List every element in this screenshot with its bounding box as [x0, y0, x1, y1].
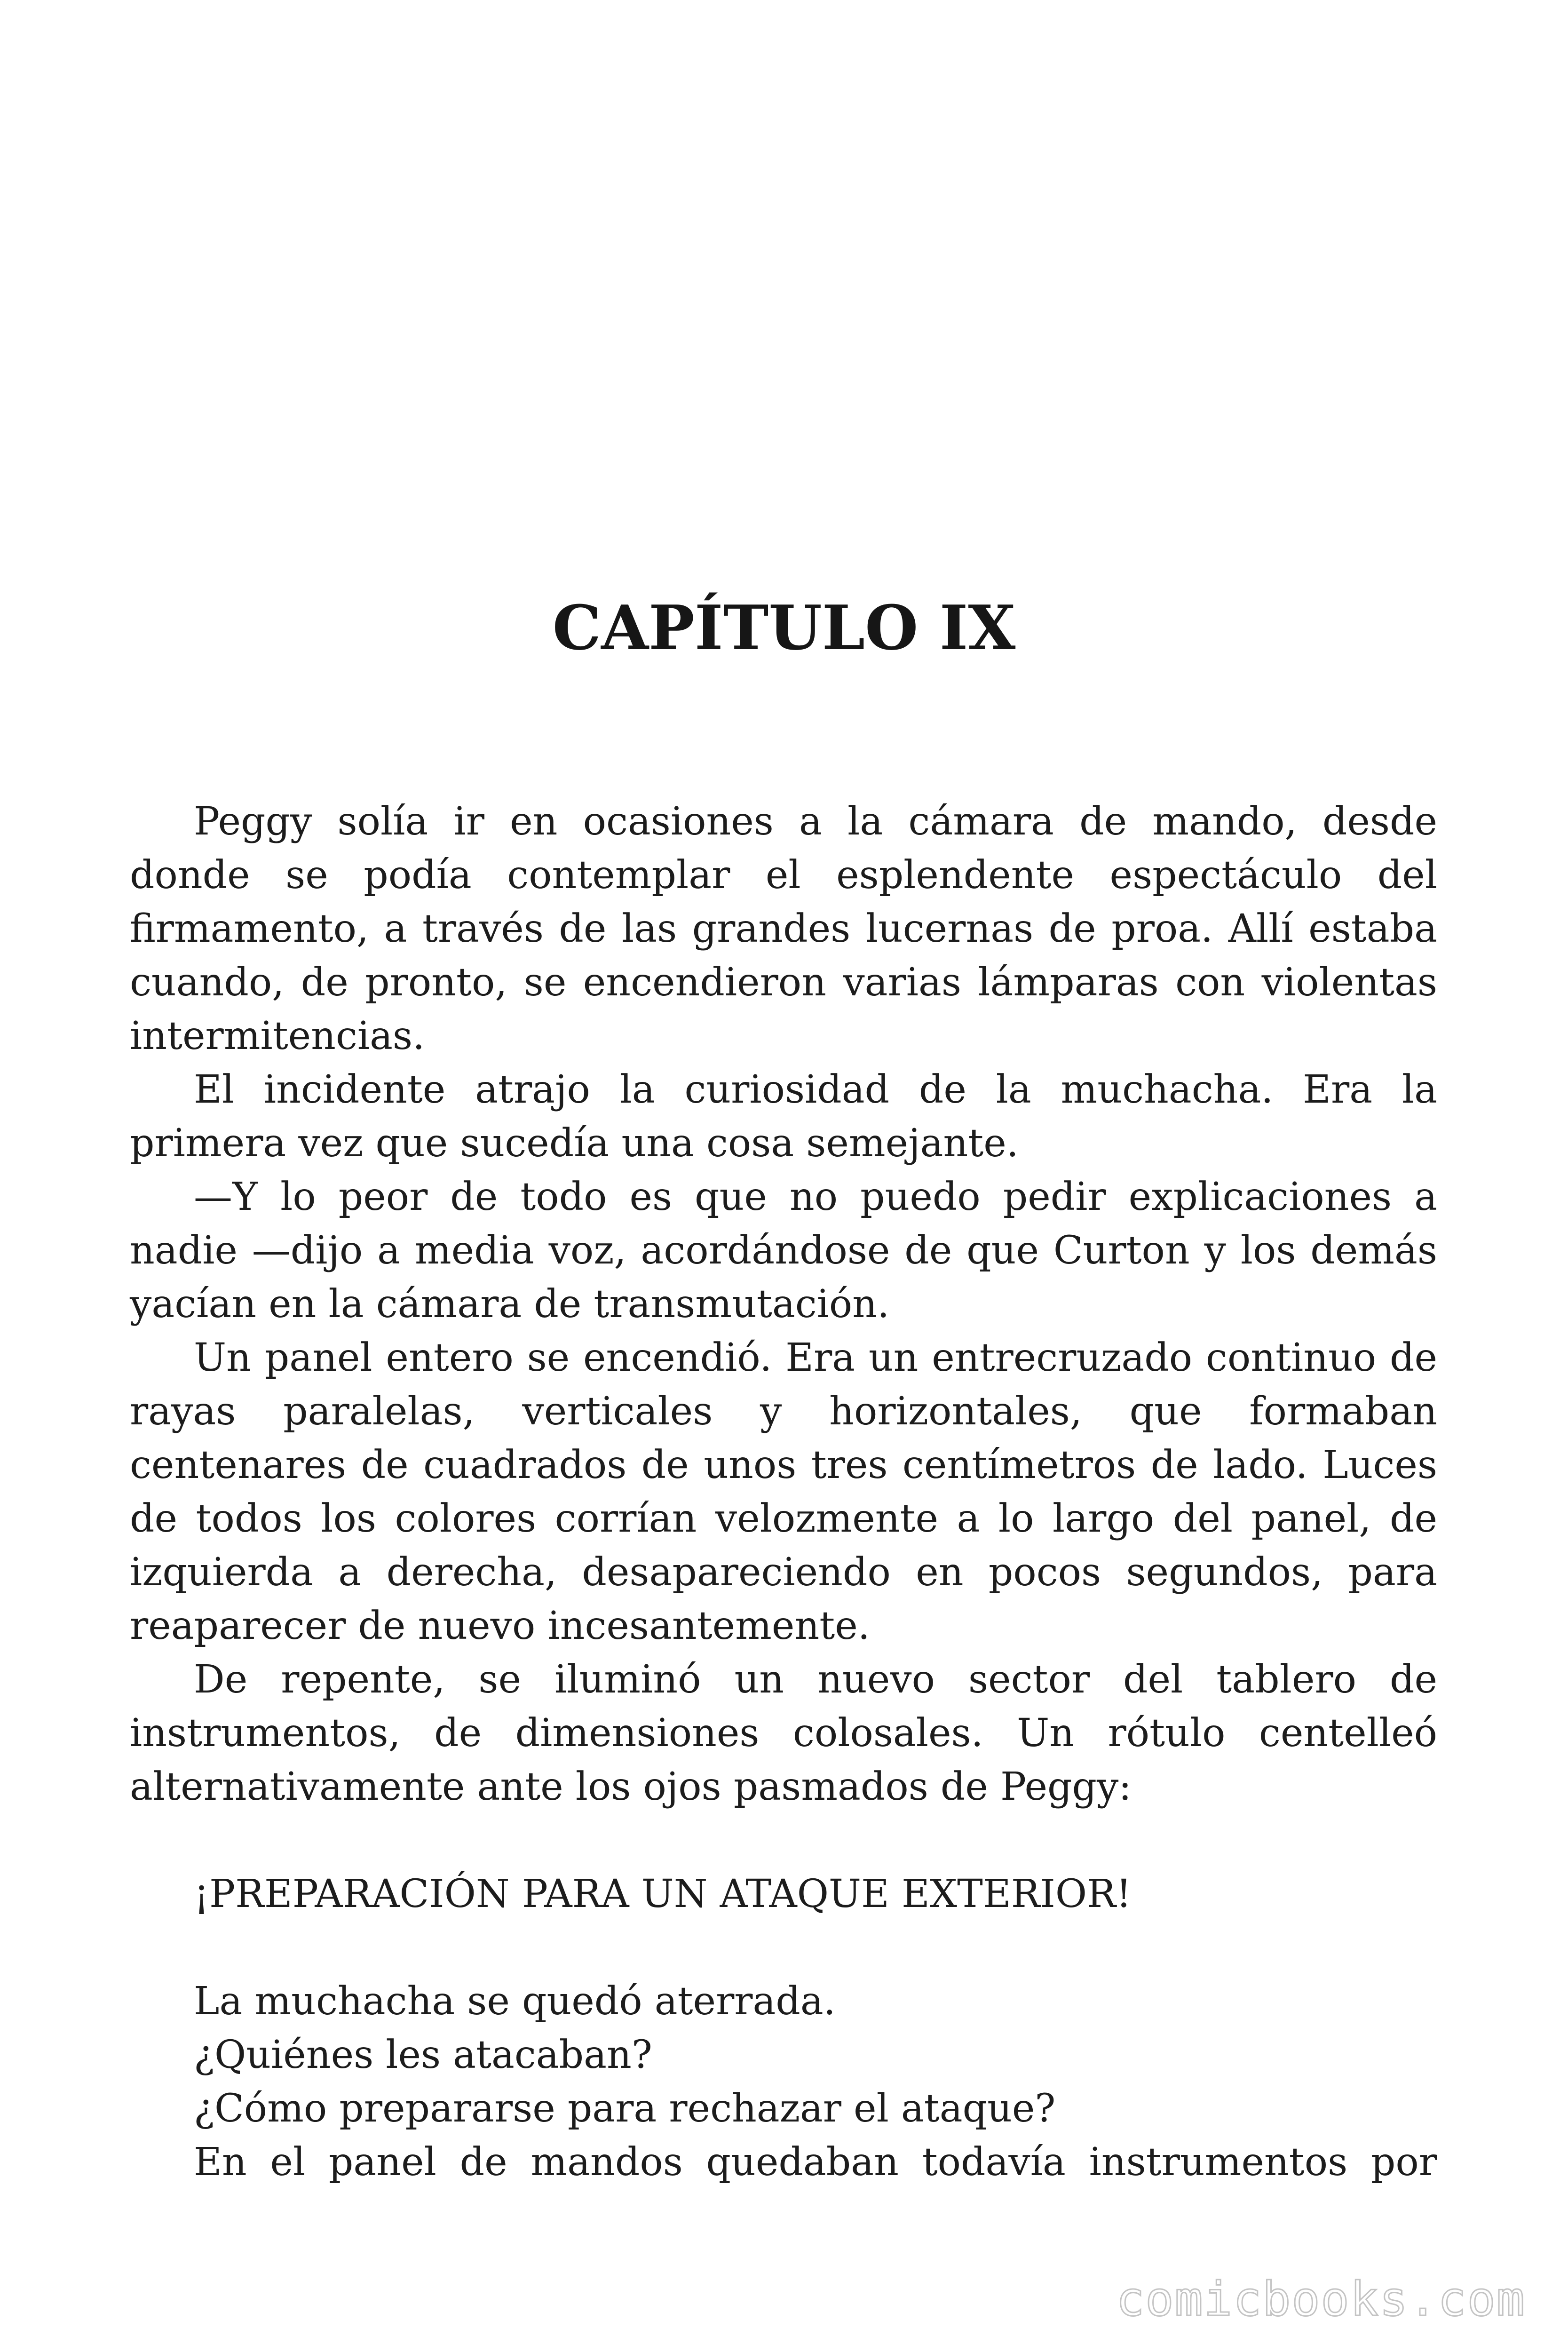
- paragraph: El incidente atrajo la curiosidad de la muchacha. Era la primera vez que sucedía una cosa semejante.: [130, 1067, 1437, 1166]
- chapter-body: [130, 795, 1437, 2189]
- paragraph: —Y lo peor de todo es que no puedo pedir explicaciones a nadie —dijo a media voz, acordándose de que Curton y los demás yacían en la cámara de transmutación.: [130, 1175, 1437, 1327]
- paragraph: Peggy solía ir en ocasiones a la cámara de mando, desde donde se podía contemplar el esplendente espectáculo del firmamento, a través de las grandes lucernas de proa. Allí estaba cuando, de pronto, se encendieron varias lámparas con violentas intermitencias.: [130, 799, 1437, 1058]
- watermark: comicbooks.com: [1116, 2272, 1526, 2327]
- sign-text: ¡PREPARACIÓN PARA UN ATAQUE EXTERIOR!: [194, 1872, 1132, 1916]
- paragraph: En el panel de mandos quedaban todavía instrumentos por: [194, 2140, 1437, 2185]
- chapter-title: CAPÍTULO IX: [552, 592, 1016, 664]
- paragraph: La muchacha se quedó aterrada.: [194, 1979, 836, 2024]
- paragraph: Un panel entero se encendió. Era un entrecruzado continuo de rayas paralelas, verticales y horizontales, que formaban centenares de cuadrados de unos tres centímetros de lado. Luces de todos los colores corrían velozmente a lo largo del panel, de izquierda a derecha, desapareciendo en pocos segundos, para reaparecer de nuevo incesantemente.: [130, 1335, 1437, 1648]
- paragraph: ¿Quiénes les atacaban?: [194, 2033, 652, 2077]
- paragraph: ¿Cómo prepararse para rechazar el ataque?: [194, 2086, 1056, 2131]
- paragraph: De repente, se iluminó un nuevo sector del tablero de instrumentos, de dimensiones colosales. Un rótulo centelleó alternativamente ante los ojos pasmados de Peggy:: [130, 1657, 1437, 1809]
